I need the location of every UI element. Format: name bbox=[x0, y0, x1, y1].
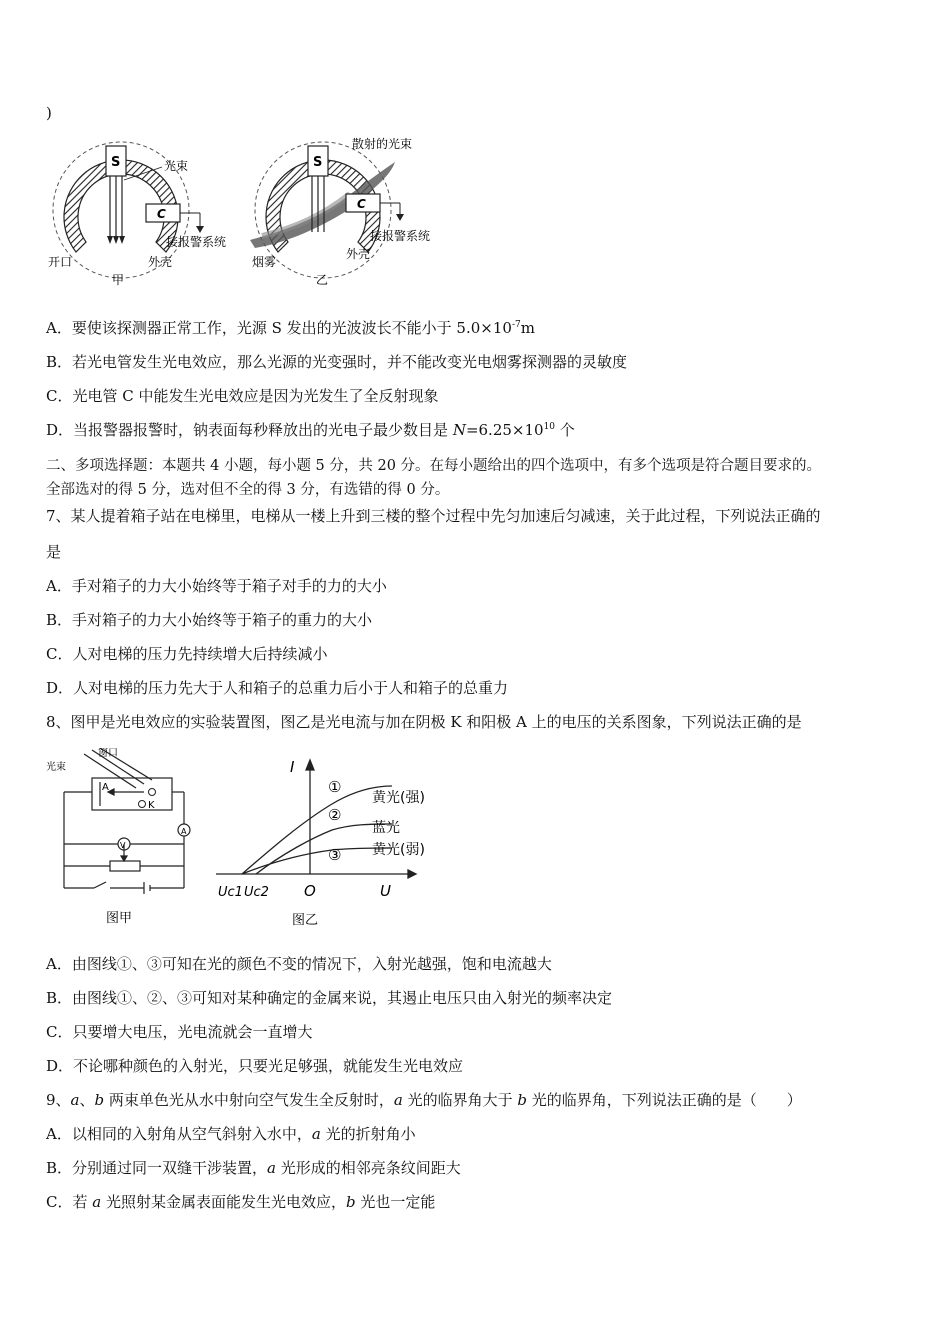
q9-var-a: a bbox=[70, 1091, 80, 1109]
q8-option-c: C．只要增大电压，光电流就会一直增大 bbox=[46, 1023, 313, 1041]
q6-option-d-text: D．当报警器报警时，钠表面每秒释放出的光电子最少数目是 bbox=[46, 421, 453, 439]
q9-stem-part1: 两束单色光从水中射向空气发生全反射时， bbox=[104, 1091, 394, 1109]
q6-option-a-unit: m bbox=[520, 319, 535, 337]
q9-var-b2: b bbox=[517, 1091, 528, 1109]
q9-option-a-suffix: 光的折射角小 bbox=[320, 1125, 416, 1143]
smoke-label: 烟雾 bbox=[252, 255, 277, 269]
voltmeter-label: V bbox=[120, 841, 126, 850]
q7-option-a: A．手对箱子的力大小始终等于箱子对手的力的大小 bbox=[46, 577, 387, 595]
photocell-c-label: C bbox=[157, 207, 166, 221]
detector-diagram-b bbox=[250, 136, 430, 287]
q9-option-b-suffix: 光形成的相邻亮条纹间距大 bbox=[275, 1159, 461, 1177]
alarm-label-b: 接报警系统 bbox=[370, 229, 431, 243]
iv-curve-figure bbox=[212, 758, 442, 934]
q9-sep: 、 bbox=[79, 1091, 95, 1109]
q9-option-b-text: B．分别通过同一双缝干涉装置， bbox=[46, 1159, 268, 1177]
q9-option-c-var2: b bbox=[345, 1193, 356, 1211]
x-axis-label: U bbox=[380, 882, 391, 900]
q7-option-d: D．人对电梯的压力先大于人和箱子的总重力后小于人和箱子的总重力 bbox=[46, 679, 509, 697]
curve2-label: 蓝光 bbox=[372, 820, 400, 836]
section2-line2: 全部选对的得 5 分，选对但不全的得 3 分，有选错的得 0 分。 bbox=[46, 482, 450, 498]
shell-label-b: 外壳 bbox=[346, 247, 371, 261]
q9-number: 9、 bbox=[46, 1091, 71, 1109]
q9-stem bbox=[46, 1090, 802, 1110]
q9-option-c-var: a bbox=[92, 1193, 102, 1211]
curve2-mark: ② bbox=[328, 806, 342, 824]
section2-line1: 二、多项选择题：本题共 4 小题，每小题 5 分，共 20 分。在每小题给出的四个选项中，有多个选项是符合题目要求的。 bbox=[46, 458, 822, 474]
beam-label-apparatus: 光束 bbox=[46, 762, 66, 773]
q8-stem: 8、图甲是光电效应的实验装置图，图乙是光电流与加在阴极 K 和阳极 A 上的电压的关系图象，下列说法正确的是 bbox=[46, 713, 802, 731]
q6-option-d-unit: 个 bbox=[555, 421, 575, 439]
continued-paren: ) bbox=[46, 104, 52, 122]
q8-option-b: B．由图线①、②、③可知对某种确定的金属来说，其遏止电压只由入射光的频率决定 bbox=[46, 989, 613, 1007]
q9-stem-part3: 光的临界角，下列说法正确的是（ ） bbox=[527, 1091, 802, 1109]
opening-label: 开口 bbox=[48, 255, 73, 269]
shell-label: 外壳 bbox=[148, 255, 173, 269]
curve3-label: 黄光(弱) bbox=[372, 842, 425, 858]
q9-option-c-suffix: 光也一定能 bbox=[355, 1193, 436, 1211]
q7-stem-line2: 是 bbox=[46, 543, 62, 561]
curve3-mark: ③ bbox=[328, 846, 342, 864]
q7-option-b: B．手对箱子的力大小始终等于箱子的重力的大小 bbox=[46, 611, 373, 629]
q7-option-c: C．人对电梯的压力先持续增大后持续减小 bbox=[46, 645, 328, 663]
ammeter-label: A bbox=[181, 827, 187, 836]
q8-option-a: A．由图线①、③可知在光的颜色不变的情况下，入射光越强，饱和电流越大 bbox=[46, 955, 552, 973]
figure-caption-b: 乙 bbox=[316, 273, 329, 287]
q9-option-c bbox=[46, 1192, 435, 1212]
uc1-label: Uc1 bbox=[218, 885, 243, 900]
y-axis-label: I bbox=[290, 758, 295, 776]
q9-var-b: b bbox=[94, 1091, 105, 1109]
origin-label: O bbox=[304, 882, 316, 900]
q9-option-a-text: A．以相同的入射角从空气斜射入水中， bbox=[46, 1125, 312, 1143]
anode-label: A bbox=[102, 782, 109, 793]
source-s-label-b: S bbox=[313, 155, 323, 170]
figure-caption-jia: 图甲 bbox=[106, 911, 133, 926]
cathode-label: K bbox=[148, 800, 155, 811]
beam-label: 光束 bbox=[164, 159, 189, 173]
q9-option-a bbox=[46, 1124, 416, 1144]
photoelectric-apparatus-figure bbox=[44, 748, 204, 930]
q9-option-b bbox=[46, 1158, 461, 1178]
source-s-label: S bbox=[111, 155, 121, 170]
q6-option-a-text: A．要使该探测器正常工作，光源 S 发出的光波波长不能小于 5.0×10 bbox=[46, 319, 512, 337]
curve1-label: 黄光(强) bbox=[372, 790, 425, 806]
photocell-c-label-b: C bbox=[357, 197, 366, 211]
q9-option-c-text: C．若 bbox=[46, 1193, 93, 1211]
q7-stem-line1: 7、某人提着箱子站在电梯里，电梯从一楼上升到三楼的整个过程中先匀加速后匀减速，关于此过程，下列说法正确的 bbox=[46, 507, 821, 525]
q9-option-a-var: a bbox=[311, 1125, 321, 1143]
q6-option-d-mid: =6.25×10 bbox=[465, 421, 544, 439]
q9-var-a2: a bbox=[393, 1091, 403, 1109]
curve1-mark: ① bbox=[328, 778, 342, 796]
figure-caption-a: 甲 bbox=[112, 273, 125, 287]
q6-option-d-exponent: 10 bbox=[543, 422, 556, 432]
figure-caption-yi: 图乙 bbox=[292, 913, 319, 928]
q8-option-d: D．不论哪种颜色的入射光，只要光足够强，就能发生光电效应 bbox=[46, 1057, 464, 1075]
uc2-label: Uc2 bbox=[244, 885, 269, 900]
q6-option-a-exponent: -7 bbox=[511, 320, 521, 330]
smoke-detector-figure bbox=[40, 132, 450, 292]
q6-option-d bbox=[46, 420, 575, 440]
q9-stem-part2: 光的临界角大于 bbox=[402, 1091, 518, 1109]
q6-option-c: C．光电管 C 中能发生光电效应是因为光发生了全反射现象 bbox=[46, 387, 439, 405]
alarm-label: 接报警系统 bbox=[166, 235, 227, 249]
detector-diagram-a bbox=[48, 142, 226, 287]
scattered-beam-label: 散射的光束 bbox=[352, 137, 413, 151]
q6-option-d-var: N bbox=[452, 421, 466, 439]
q6-option-a bbox=[46, 318, 535, 338]
q9-option-b-var: a bbox=[267, 1159, 276, 1177]
q9-option-c-mid: 光照射某金属表面能发生光电效应， bbox=[101, 1193, 346, 1211]
q6-option-b: B．若光电管发生光电效应，那么光源的光变强时，并不能改变光电烟雾探测器的灵敏度 bbox=[46, 353, 628, 371]
window-label: 窗口 bbox=[98, 748, 118, 759]
